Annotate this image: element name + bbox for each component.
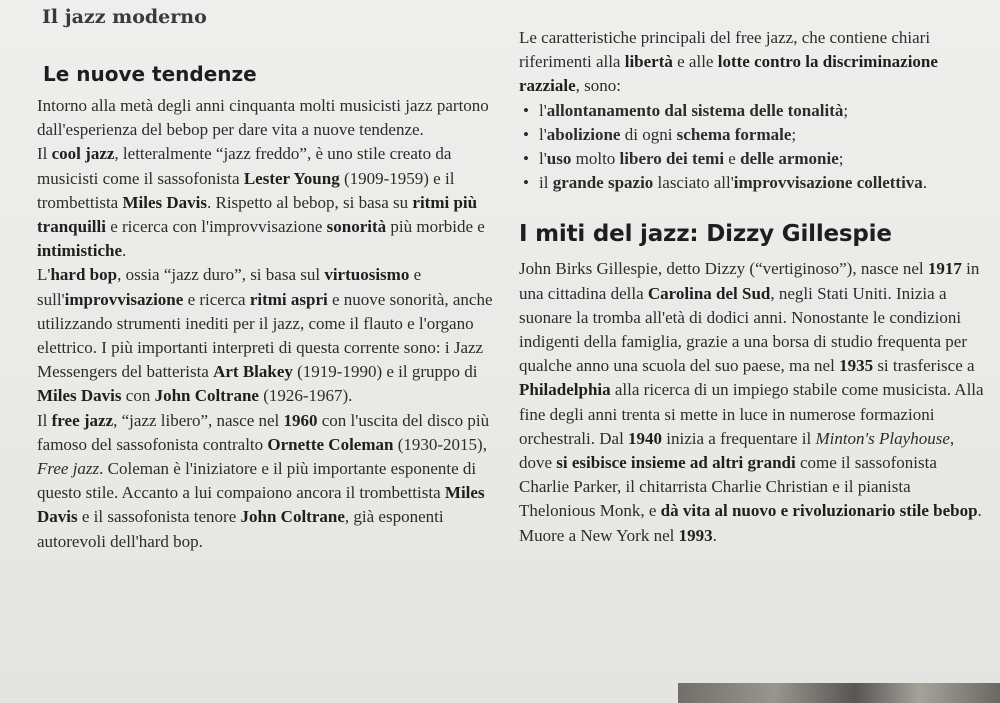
photo-fragment xyxy=(678,683,1000,703)
section-heading-dizzy-gillespie: I miti del jazz: Dizzy Gillespie xyxy=(519,221,892,248)
section-heading-new-trends: Le nuove tendenze xyxy=(43,62,257,86)
page-title: Il jazz moderno xyxy=(42,6,207,28)
list-item: • l'abolizione di ogni schema formale; xyxy=(531,123,989,147)
paragraph-hard-bop: L'hard bop, ossia “jazz duro”, si basa sul virtuosismo e sull'improvvisazione e ricerca ritmi aspri e nuove sonorità, anche utilizzando strumenti inediti per il jazz, come il flauto e l'organo elettrico. I più importanti interpreti di questa corrente sono: i Jazz Messengers del batterista Art Blakey (1919-1990) e il gruppo di Miles Davis con John Coltrane (1926-1967). xyxy=(37,265,493,406)
left-column xyxy=(37,58,495,554)
list-item: • l'allontanamento dal sistema delle tonalità; xyxy=(531,99,989,123)
list-item: • l'uso molto libero dei temi e delle armonie; xyxy=(531,147,989,171)
feature-list xyxy=(519,99,989,196)
paragraph-gillespie-bio: John Birks Gillespie, detto Dizzy (“vertiginoso”), nasce nel 1917 in una cittadina della Carolina del Sud, negli Stati Uniti. Inizia a suonare la tromba all'età di dodici anni. Nonostante le condizioni indigenti della famiglia, grazie a una borsa di studio frequenta per qualche anno una scuola del suo paese, ma nel 1935 si trasferisce a Philadelphia alla ricerca di un impiego stabile come musicista. Alla fine degli anni trenta si mette in luce in numerose formazioni orchestrali. Dal 1940 inizia a frequentare il Minton's Playhouse, dove si esibisce insieme ad altri grandi come il sassofonista Charlie Parker, il chitarrista Charlie Christian e il pianista Thelonious Monk, e dà vita al nuovo e rivoluzionario stile bebop. Muore a New York nel 1993. xyxy=(519,259,984,545)
paragraph-cool-jazz: Il cool jazz, letteralmente “jazz freddo”, è uno stile creato da musicisti come il sassofonista Lester Young (1909-1959) e il trombettista Miles Davis. Rispetto al bebop, si basa su ritmi più tranquilli e ricerca con l'improvvisazione sonorità più morbide e intimistiche. xyxy=(37,144,485,261)
list-item: • il grande spazio lasciato all'improvvisazione collettiva. xyxy=(531,171,989,195)
paragraph-intro: Intorno alla metà degli anni cinquanta molti musicisti jazz partono dall'esperienza del bebop per dare vita a nuove tendenze. xyxy=(37,96,489,140)
paragraph-free-jazz-features-intro: Le caratteristiche principali del free jazz, che contiene chiari riferimenti alla libertà e alle lotte contro la discriminazione razziale, sono: xyxy=(519,28,938,96)
right-column xyxy=(519,26,989,548)
paragraph-free-jazz: Il free jazz, “jazz libero”, nasce nel 1960 con l'uscita del disco più famoso del sassofonista contralto Ornette Coleman (1930-2015), Free jazz. Coleman è l'iniziatore e il più importante esponente di questo stile. Accanto a lui compaiono ancora il trombettista Miles Davis e il sassofonista tenore John Coltrane, già esponenti autorevoli dell'hard bop. xyxy=(37,410,490,551)
